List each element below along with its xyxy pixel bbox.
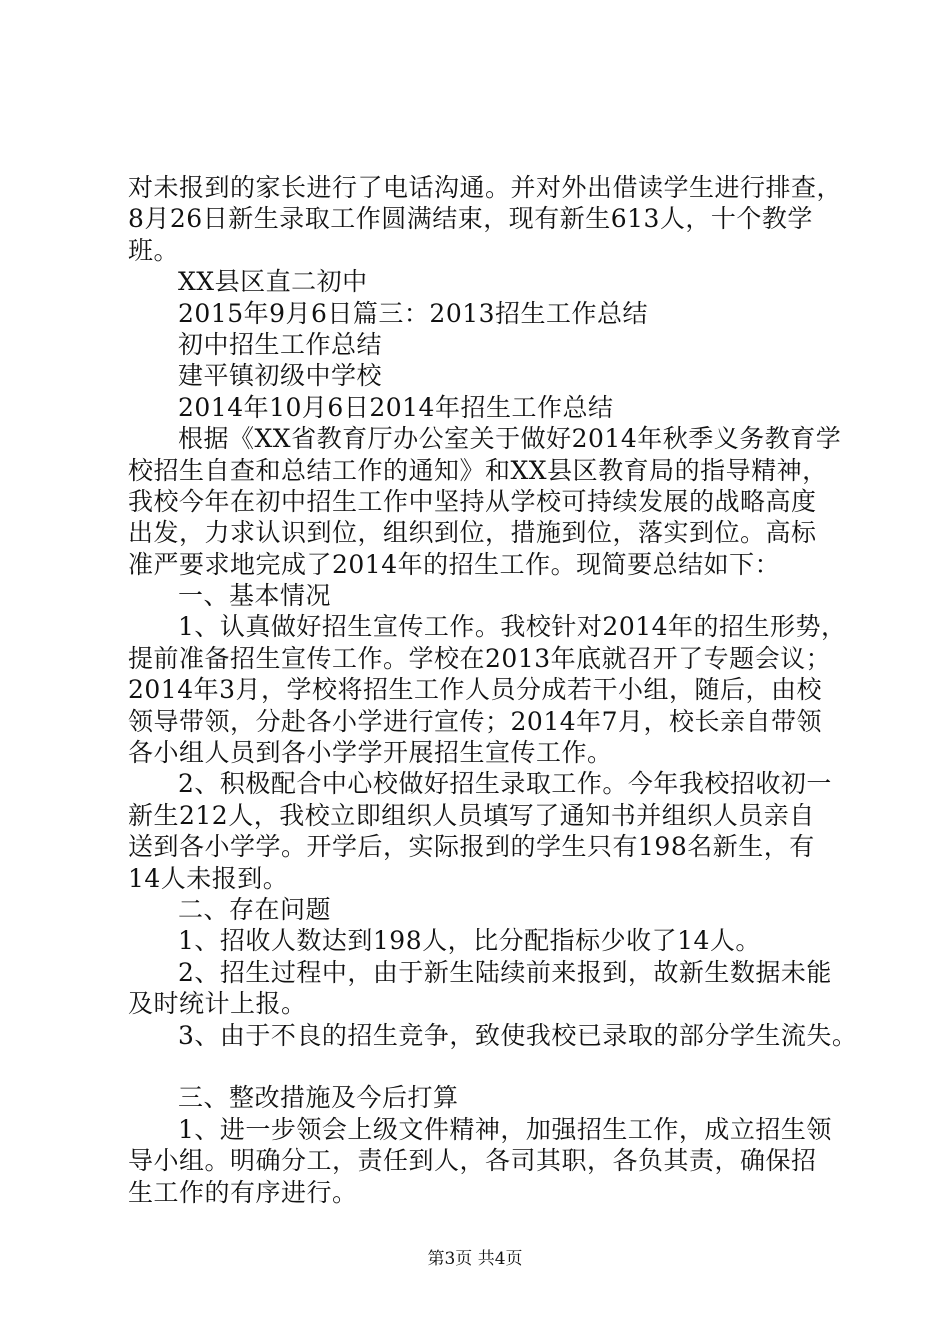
text-line: 三、整改措施及今后打算 xyxy=(178,1083,459,1113)
text-line: 初中招生工作总结 xyxy=(178,329,383,359)
text-line: 根据《XX省教育厅办公室关于做好2014年秋季义务教育学 xyxy=(178,424,842,454)
text-line: 1、招收人数达到198人，比分配指标少收了14人。 xyxy=(178,926,761,956)
text-line: 送到各小学学。开学后，实际报到的学生只有198名新生，有 xyxy=(128,832,815,862)
text-line: 2014年3月，学校将招生工作人员分成若干小组，随后，由校 xyxy=(128,675,823,705)
text-line: 准严要求地完成了2014年的招生工作。现简要总结如下： xyxy=(128,549,781,579)
body-text xyxy=(128,172,858,1208)
page-footer: 第3页 共4页 xyxy=(427,1249,523,1269)
text-line: 8月26日新生录取工作圆满结束，现有新生613人，十个教学 xyxy=(128,204,813,234)
text-line: 校招生自查和总结工作的通知》和XX县区教育局的指导精神， xyxy=(128,455,828,485)
text-line: 领导带领，分赴各小学进行宣传；2014年7月，校长亲自带领 xyxy=(128,706,823,736)
text-line: XX县区直二初中 xyxy=(178,267,368,297)
text-line: 2、积极配合中心校做好招生录取工作。今年我校招收初一 xyxy=(178,769,832,799)
text-line: 1、认真做好招生宣传工作。我校针对2014年的招生形势， xyxy=(178,612,847,642)
text-line: 生工作的有序进行。 xyxy=(128,1177,358,1207)
text-line: 二、存在问题 xyxy=(178,894,332,924)
blank-line xyxy=(128,1051,858,1082)
text-line: 及时统计上报。 xyxy=(128,989,307,1019)
text-line: 对未报到的家长进行了电话沟通。并对外出借读学生进行排查， xyxy=(128,173,843,202)
text-line: 各小组人员到各小学学开展招生宣传工作。 xyxy=(128,738,613,768)
text-line: 一、基本情况 xyxy=(178,581,332,611)
text-line: 2、招生过程中，由于新生陆续前来报到，故新生数据未能 xyxy=(178,957,832,987)
text-line: 3、由于不良的招生竞争，致使我校已录取的部分学生流失。 xyxy=(178,1020,858,1050)
text-line: 出发，力求认识到位，组织到位，措施到位，落实到位。高标 xyxy=(128,518,817,548)
text-line: 我校今年在初中招生工作中坚持从学校可持续发展的战略高度 xyxy=(128,486,817,516)
text-line: 班。 xyxy=(128,235,180,265)
text-line: 2014年10月6日2014年招生工作总结 xyxy=(178,392,614,422)
text-line: 1、进一步领会上级文件精神，加强招生工作，成立招生领 xyxy=(178,1114,832,1144)
text-line: 提前准备招生宣传工作。学校在2013年底就召开了专题会议； xyxy=(128,643,832,673)
text-line: 2015年9月6日篇三：2013招生工作总结 xyxy=(178,298,649,328)
text-line: 建平镇初级中学校 xyxy=(178,361,383,391)
text-line: 新生212人，我校立即组织人员填写了通知书并组织人员亲自 xyxy=(128,800,815,830)
text-line: 导小组。明确分工，责任到人，各司其职，各负其责，确保招 xyxy=(128,1146,817,1176)
text-line: 14人未报到。 xyxy=(128,863,289,893)
